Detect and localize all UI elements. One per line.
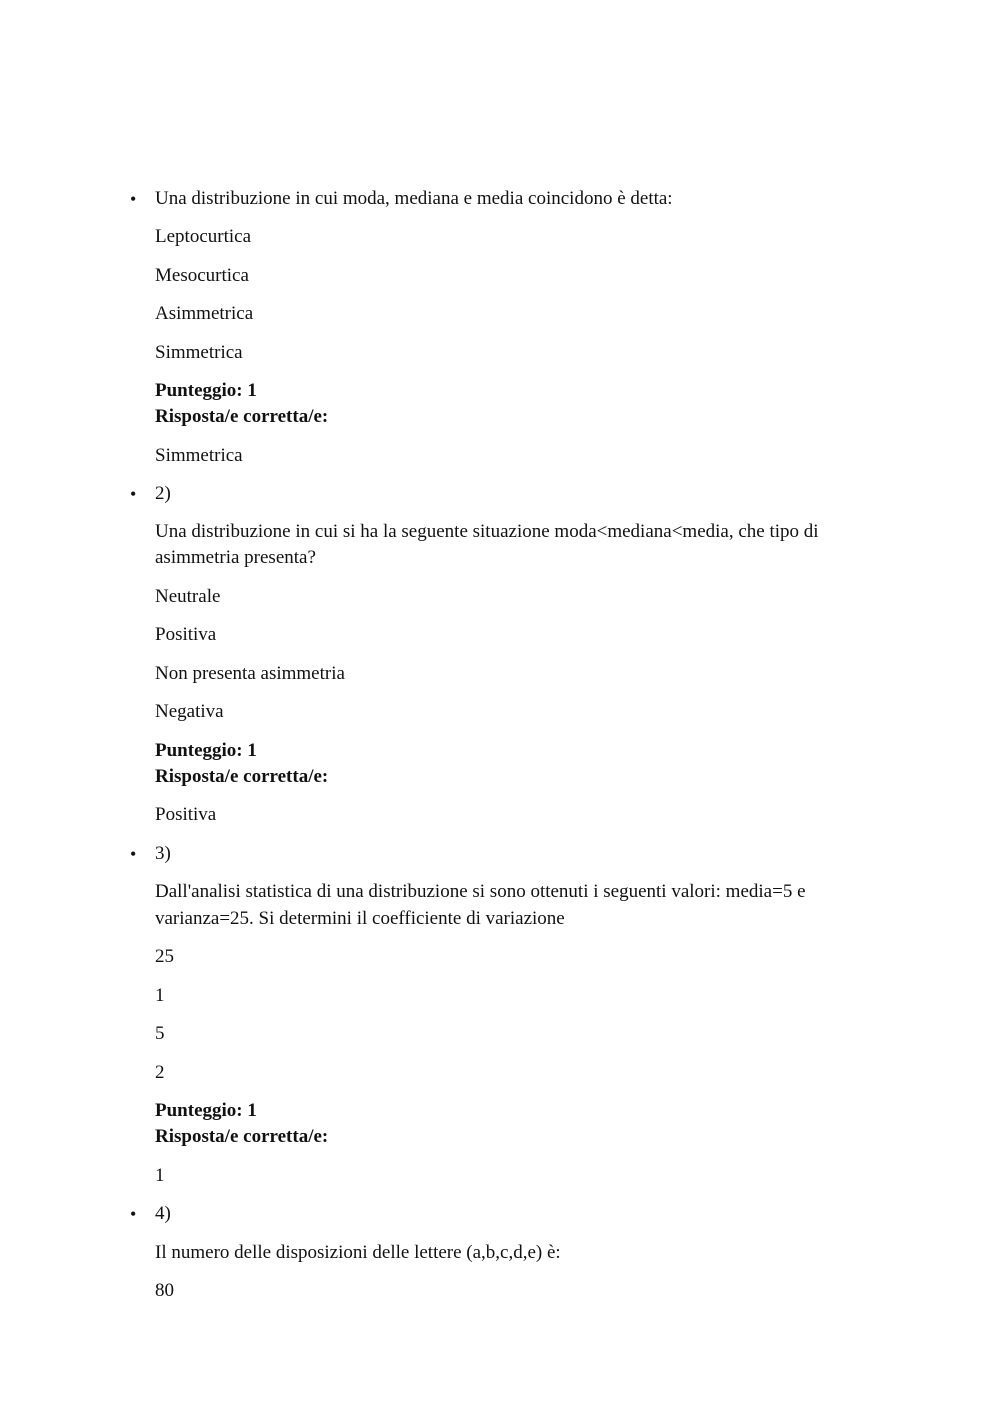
bullet-2: •	[130, 484, 137, 504]
question-2-score: Punteggio: 1	[155, 740, 257, 761]
question-2-text-line-2: asimmetria presenta?	[155, 547, 316, 568]
question-4-number: 4)	[155, 1203, 171, 1224]
question-2-option-4: Negativa	[155, 701, 224, 722]
question-1-option-3: Asimmetrica	[155, 303, 254, 324]
question-3-option-1: 25	[155, 946, 174, 967]
question-1-option-4: Simmetrica	[155, 342, 243, 363]
bullet-3: •	[130, 844, 137, 864]
question-3-option-4: 2	[155, 1062, 165, 1083]
question-2-option-1: Neutrale	[155, 586, 221, 607]
question-2-text-line-1: Una distribuzione in cui si ha la seguente situazione moda<mediana<media, che tipo di	[155, 521, 819, 542]
question-3-text-line-2: varianza=25. Si determini il coefficiente di variazione	[155, 908, 565, 929]
question-1-answer-label: Risposta/e corretta/e:	[155, 406, 329, 427]
bullet-1: •	[130, 189, 137, 209]
question-3-number: 3)	[155, 843, 171, 864]
question-2-answer-label: Risposta/e corretta/e:	[155, 766, 329, 787]
question-2-option-2: Positiva	[155, 624, 217, 645]
question-4-text: Il numero delle disposizioni delle lettere (a,b,c,d,e) è:	[155, 1242, 561, 1263]
question-2-option-3: Non presenta asimmetria	[155, 663, 345, 684]
question-1-option-1: Leptocurtica	[155, 226, 252, 247]
bullet-4: •	[130, 1204, 137, 1224]
question-1-text: Una distribuzione in cui moda, mediana e media coincidono è detta:	[155, 188, 673, 209]
question-4-option-1: 80	[155, 1280, 174, 1301]
question-2-answer: Positiva	[155, 804, 217, 825]
question-3-option-2: 1	[155, 985, 165, 1006]
question-3-answer: 1	[155, 1165, 165, 1186]
question-3-option-3: 5	[155, 1023, 165, 1044]
question-3-answer-label: Risposta/e corretta/e:	[155, 1126, 329, 1147]
question-2-number: 2)	[155, 483, 171, 504]
question-1-score: Punteggio: 1	[155, 380, 257, 401]
question-3-text-line-1: Dall'analisi statistica di una distribuzione si sono ottenuti i seguenti valori: media=5 e	[155, 881, 806, 902]
question-1-answer: Simmetrica	[155, 445, 243, 466]
question-3-score: Punteggio: 1	[155, 1100, 257, 1121]
question-1-option-2: Mesocurtica	[155, 265, 249, 286]
